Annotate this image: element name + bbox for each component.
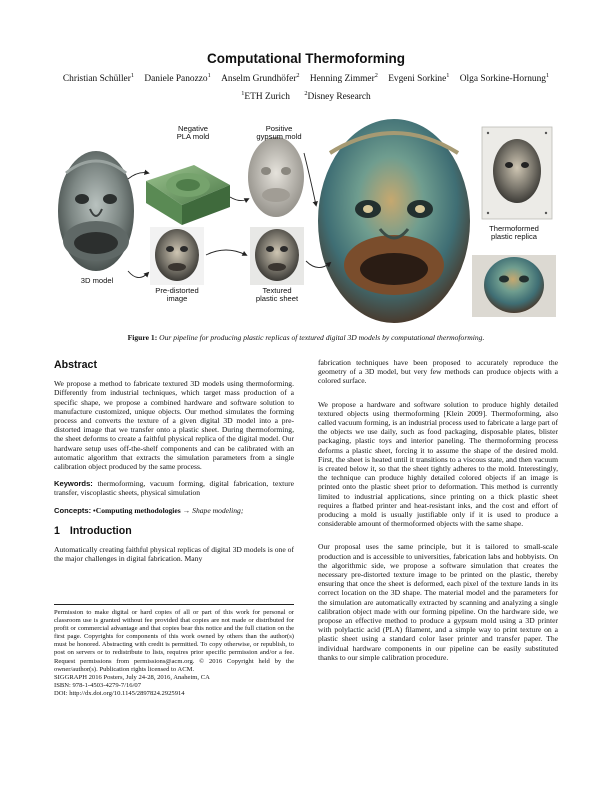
model-3d-image xyxy=(58,151,134,271)
author: Daniele Panozzo$^1$ xyxy=(144,72,211,84)
curved-arrow-icon xyxy=(230,197,248,201)
abstract-heading: Abstract xyxy=(54,359,97,371)
teaser-figure xyxy=(54,113,558,323)
affiliation: $^1$ETH Zurich xyxy=(241,90,290,102)
ccs-concepts: Concepts: •Computing methodologies → Shape modeling; xyxy=(54,505,244,515)
affiliation: $^2$Disney Research xyxy=(304,90,371,102)
calibration-image xyxy=(482,127,552,219)
curved-arrow-icon xyxy=(304,153,316,205)
keywords: Keywords: thermoforming, vacuum forming, digital fabrication, texture transfer, viscoplastic sheets, physical simulation xyxy=(54,479,294,498)
introduction-heading: 1 Introduction xyxy=(54,524,132,537)
label-textured-sheet: Textured plastic sheet xyxy=(255,286,299,304)
affiliation-list xyxy=(0,92,612,102)
label-replica: Thermoformed plastic replica xyxy=(489,224,539,242)
author-list xyxy=(30,74,582,84)
figure-caption: Figure 1: Our pipeline for producing plastic replicas of textured digital 3D models by computational thermoforming. xyxy=(127,333,485,342)
label-negative-mold: Negative PLA mold xyxy=(176,124,210,142)
author: Olga Sorkine-Hornung$^1$ xyxy=(459,72,550,84)
body-paragraph: We propose a hardware and software solution to produce highly detailed textured objects using thermoforming [Klein 2009]. Thermoforming, also called vacuum forming, is an industrial process used to fabricate a large part of the objects we use daily, such as food packaging, disposable plates, blister packaging, plastic toys and interior paneling. The thermoforming process deforms a plastic sheet, forcing it to assume the shape of the desired mold. First, the sheet is heated until it transitions to a viscous state, and then vacuum is created below it, so that the sheet tightly adheres to the mold. Interestingly, the technique can produce highly detailed colored objects if an image is printed onto the plastic sheet prior to deformation. This method is currently limited to industrial applications, since printing on a thick plastic sheet requires a flatbed printer and heat-resistant inks, and the cost and effort of producing a mold is usually justifiable only if it is used to produce a considerable amount of thermoformed objects with the same shape. xyxy=(318,399,558,529)
abstract-text: We propose a method to fabricate textured 3D models using thermoforming. Differently from industrial techniques, which target mass production of a specific shape, we propose a combined hardware and software solution to manufacture customized, unique objects. Our method simulates the forming process and converts the texture of a given digital 3D model into a pre-distorted image that we transfer onto a plastic sheet. During thermoforming, the sheet deforms to create a faithful physical replica of the digital model. Our hardware setup uses off-the-shelf components and can be calibrated with an automatic algorithm that extracts the simulation parameters from a single calibration object produced by the same process. xyxy=(54,379,294,472)
colored-model-image xyxy=(318,119,470,323)
body-paragraph: fabrication techniques have been proposed to accurately reproduce the geometry of a 3D model, but very few methods can produce objects with a colored surface. xyxy=(318,358,558,386)
permission-footnote: Permission to make digital or hard copies of all or part of this work for personal or classroom use is granted without fee provided that copies are not made or distributed for profit or commercial advantage and that copies bear this notice and the full citation on the first page. Copyrights for components of this work owned by others than the author(s) must be honored. Abstracting with credit is permitted. To copy otherwise, or republish, to post on servers or to redistribute to lists, requires prior specific permission and/or a fee. Request permissions from permissions@acm.org. © 2016 Copyright held by the owner/author(s). Publication rights licensed to ACM. SIGGRAPH 2016 Posters, July 24-28, 2016, Anaheim, CA ISBN: 978-1-4503-4279-7/16/07 DOI: http://dx.doi.org/10.1145/2897824.2925914 xyxy=(54,604,294,698)
replica-image xyxy=(472,255,556,317)
author: Christian Schüller$^1$ xyxy=(62,72,134,84)
curved-arrow-icon xyxy=(128,271,148,278)
textured-sheet-image xyxy=(250,227,304,285)
pla-mold-image xyxy=(146,165,230,225)
label-positive-mold: Positive gypsum mold xyxy=(256,124,302,142)
curved-arrow-icon xyxy=(128,173,148,179)
author: Evgeni Sorkine$^1$ xyxy=(388,72,450,84)
left-column xyxy=(54,358,294,571)
gypsum-mold-image xyxy=(248,137,304,217)
right-column xyxy=(318,358,558,670)
author: Anselm Grundhöfer$^2$ xyxy=(221,72,300,84)
paper-title: Computational Thermoforming xyxy=(207,51,405,66)
introduction-text: Automatically creating faithful physical replicas of digital 3D models is one of the major challenges in digital fabrication. Many xyxy=(54,545,294,564)
author: Henning Zimmer$^2$ xyxy=(309,72,378,84)
body-paragraph: Our proposal uses the same principle, but it is tailored to small-scale production and is accessible to universities, fabrication labs and hobbyists. On the algorithmic side, we propose a software simulation that creates the necessary pre-distorted texture image to be printed on the plastic, thereby ensuring that once the sheet is deformed, each pixel of the texture lands in its correct location on the 3D shape. The material model and the parameters for the simulation are automatically extracted by scanning and analyzing a single calibration object made with our forming pipeline. On the hardware side, we propose an effective method to produce a gypsum mold using a 3D printer with polylactic acid (PLA) filament, and a simple way to print texture on a plastic sheet using a standard color laser printer and transfer paper. The individual hardware components in our pipeline can be easily substituted thanks to our simple calibration procedure. xyxy=(318,542,558,662)
curved-arrow-icon xyxy=(206,250,246,255)
label-3d-model: 3D model xyxy=(80,276,114,285)
label-predistorted: Pre-distorted image xyxy=(155,286,199,304)
predistorted-image xyxy=(150,227,204,285)
